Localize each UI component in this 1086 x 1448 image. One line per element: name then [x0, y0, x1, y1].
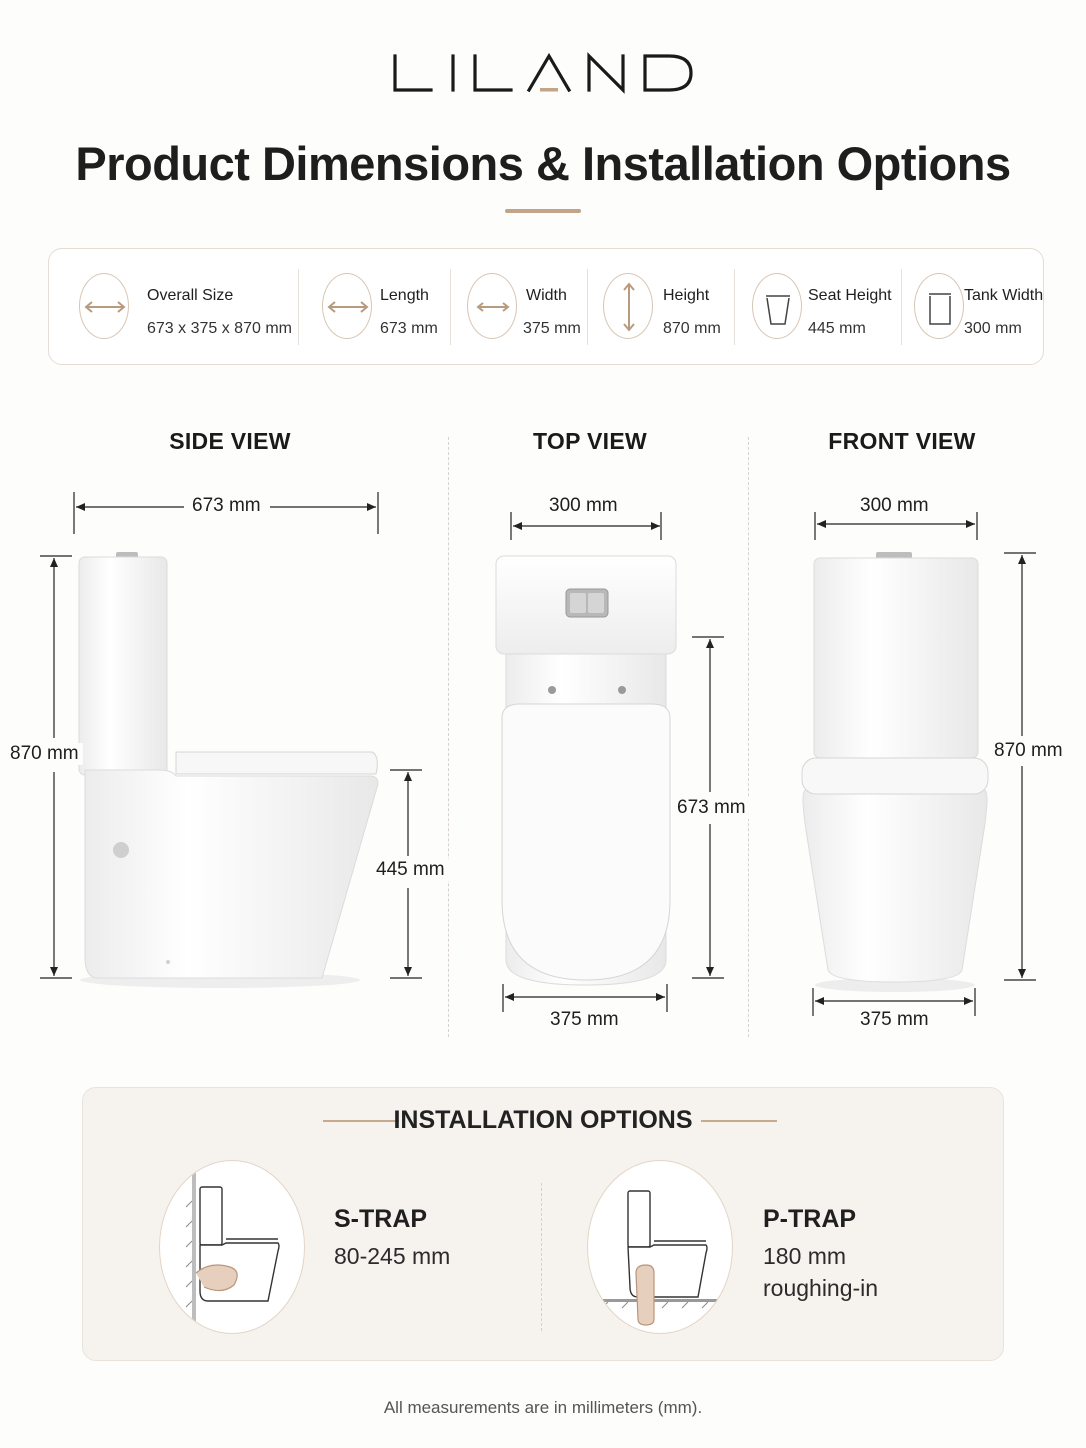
spec-value: 375 mm: [523, 320, 581, 337]
side-seat-height-label: 445 mm: [372, 859, 449, 881]
front-height-label: 870 mm: [990, 740, 1067, 762]
s-trap-icon: [160, 1161, 305, 1334]
spec-label: Height: [663, 287, 710, 304]
side-height-label: 870 mm: [6, 743, 83, 765]
front-tank-width-label: 300 mm: [856, 495, 933, 517]
side-view-title: SIDE VIEW: [169, 428, 291, 454]
p-trap-icon: [588, 1161, 733, 1334]
installation-divider: [541, 1183, 542, 1331]
front-view-toilet: [802, 552, 988, 992]
top-tank-width-label: 300 mm: [545, 495, 622, 517]
measurement-footnote: All measurements are in millimeters (mm).: [383, 1398, 703, 1417]
spec-label: Tank Width: [964, 287, 1044, 304]
p-trap-roughing-note: roughing-in: [763, 1275, 879, 1301]
spec-label: Seat Height: [808, 287, 892, 304]
spec-label: Length: [380, 287, 429, 304]
top-width-label: 375 mm: [546, 1009, 623, 1031]
spec-value: 673 mm: [380, 320, 438, 337]
spec-value: 300 mm: [964, 320, 1022, 337]
spec-label: Overall Size: [147, 287, 234, 304]
side-view-toilet: [79, 552, 378, 988]
spec-value: 673 x 375 x 870 mm: [147, 320, 292, 337]
top-length-label: 673 mm: [673, 797, 750, 819]
s-trap-name: S-TRAP: [334, 1205, 428, 1233]
p-trap-illustration: [587, 1160, 733, 1334]
page-title: Product Dimensions & Installation Options: [75, 137, 1011, 190]
top-view-toilet: [496, 556, 676, 985]
p-trap-roughing: 180 mm: [763, 1243, 847, 1269]
top-view-title: TOP VIEW: [532, 428, 648, 454]
spec-value: 445 mm: [808, 320, 866, 337]
front-width-label: 375 mm: [856, 1009, 933, 1031]
s-trap-illustration: [159, 1160, 305, 1334]
spec-value: 870 mm: [663, 320, 721, 337]
installation-options-panel: [82, 1087, 1004, 1361]
installation-title: INSTALLATION OPTIONS: [393, 1106, 693, 1134]
s-trap-range: 80-245 mm: [334, 1243, 451, 1269]
side-width-label: 673 mm: [188, 495, 265, 517]
p-trap-name: P-TRAP: [763, 1205, 857, 1233]
front-view-title: FRONT VIEW: [828, 428, 976, 454]
title-accent-line: [701, 1120, 777, 1122]
spec-label: Width: [526, 287, 567, 304]
